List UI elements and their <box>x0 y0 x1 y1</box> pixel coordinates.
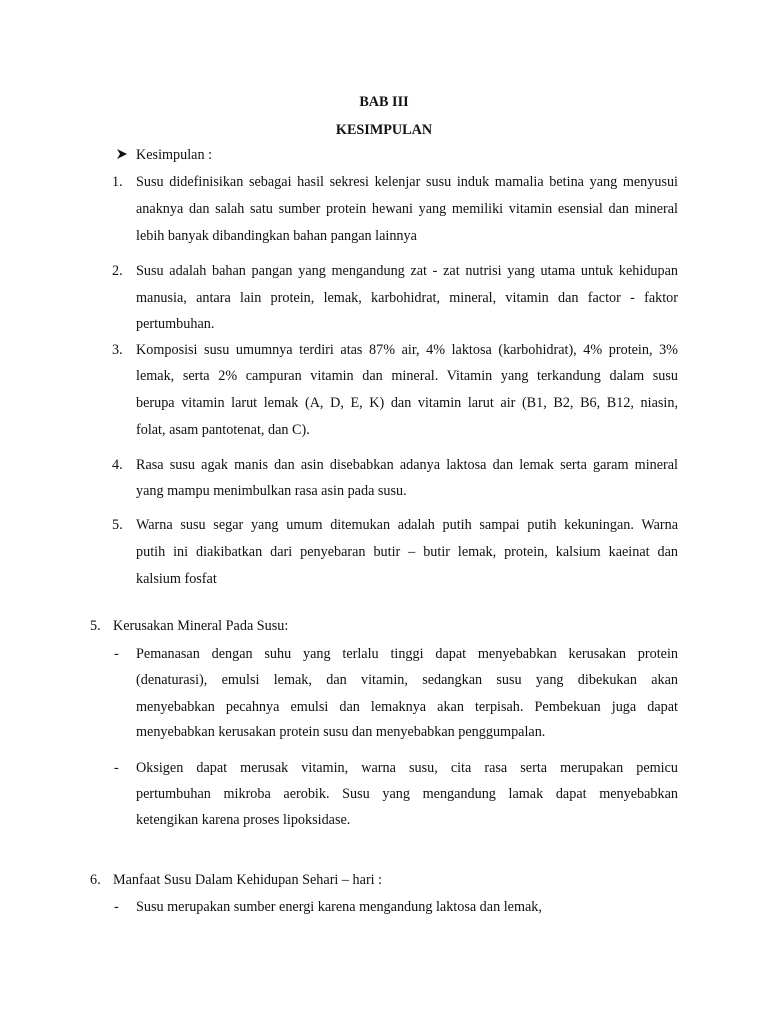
section-title: Manfaat Susu Dalam Kehidupan Sehari – hari : <box>113 872 383 888</box>
list-item-line: yang mampu menimbulkan rasa asin pada susu. <box>136 483 407 499</box>
bullet-line: Oksigen dapat merusak vitamin, warna susu, cita rasa serta merupakan pemicu <box>136 760 678 776</box>
list-item-number: 2. <box>112 263 123 279</box>
list-item-line: lemak, serta 2% campuran vitamin dan mineral. Vitamin yang terkandung dalam susu <box>136 368 678 384</box>
list-item-line: berupa vitamin larut lemak (A, D, E, K) dan vitamin larut air (B1, B2, B6, B12, niasin, <box>136 395 678 411</box>
list-item-line: Susu adalah bahan pangan yang mengandung zat - zat nutrisi yang utama untuk kehidupan <box>136 263 678 279</box>
dash-bullet: - <box>114 760 119 776</box>
list-item-number: 1. <box>112 174 123 190</box>
section-number: 6. <box>90 872 101 888</box>
list-item-line: kalsium fosfat <box>136 571 217 587</box>
list-item-line: anaknya dan salah satu sumber protein hewani yang memiliki vitamin esensial dan mineral <box>136 201 678 217</box>
dash-bullet: - <box>114 646 119 662</box>
bullet-line: (denaturasi), emulsi lemak, dan vitamin, sedangkan susu yang dibekukan akan <box>136 672 678 688</box>
list-item-line: putih ini diakibatkan dari penyebaran butir – butir lemak, protein, kalsium kaeinat dan <box>136 544 678 560</box>
list-item-number: 4. <box>112 457 123 473</box>
intro-label: Kesimpulan : <box>136 147 213 163</box>
list-item-line: Susu didefinisikan sebagai hasil sekresi kelenjar susu induk mamalia betina yang menyusui <box>136 174 678 190</box>
list-item-line: folat, asam pantotenat, dan C). <box>136 422 310 438</box>
list-item-line: manusia, antara lain protein, lemak, karbohidrat, mineral, vitamin dan factor - faktor <box>136 290 678 306</box>
chapter-title: KESIMPULAN <box>335 122 433 138</box>
bullet-line: menyebabkan kerusakan protein susu dan menyebabkan penggumpalan. <box>136 724 546 740</box>
bullet-line: pertumbuhan mikroba aerobik. Susu yang mengandung lamak dapat menyebabkan <box>136 786 678 802</box>
list-item-line: Komposisi susu umumnya terdiri atas 87% air, 4% laktosa (karbohidrat), 4% protein, 3% <box>136 342 678 358</box>
bullet-line: ketengikan karena proses lipoksidase. <box>136 812 351 828</box>
bullet-line: Pemanasan dengan suhu yang terlalu tinggi dapat menyebabkan kerusakan protein <box>136 646 678 662</box>
list-item-line: Rasa susu agak manis dan asin disebabkan adanya laktosa dan lemak serta garam mineral <box>136 457 678 473</box>
dash-bullet: - <box>114 899 119 915</box>
chapter-heading: BAB III <box>359 94 409 110</box>
section-title: Kerusakan Mineral Pada Susu: <box>113 618 289 634</box>
bullet-line: menyebabkan pecahnya emulsi dan lemaknya akan terpisah. Pembekuan juga dapat <box>136 699 678 715</box>
bullet-line: Susu merupakan sumber energi karena mengandung laktosa dan lemak, <box>136 899 542 915</box>
list-item-number: 3. <box>112 342 123 358</box>
list-item-line: pertumbuhan. <box>136 316 215 332</box>
list-item-line: lebih banyak dibandingkan bahan pangan lainnya <box>136 228 417 244</box>
section-number: 5. <box>90 618 101 634</box>
arrow-bullet-icon <box>116 148 128 160</box>
list-item-line: Warna susu segar yang umum ditemukan adalah putih sampai putih kekuningan. Warna <box>136 517 678 533</box>
list-item-number: 5. <box>112 517 123 533</box>
